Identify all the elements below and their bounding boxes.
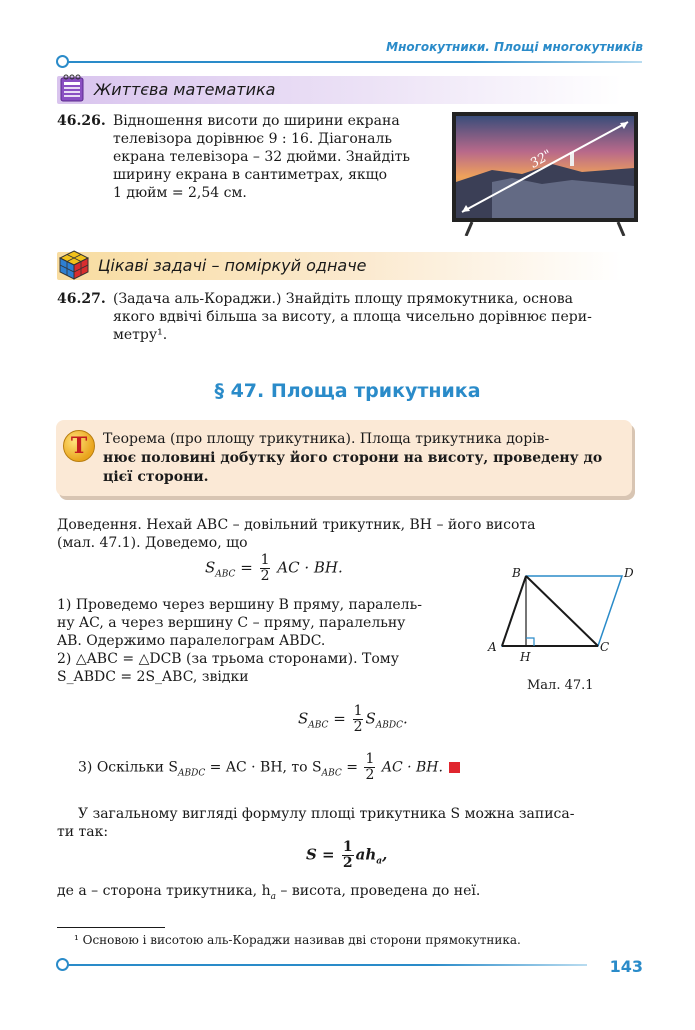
proof-intro: Доведення. Нехай ABC – довільний трикутник, BH – його висота (мал. 47.1). Доведемо, що [57, 517, 536, 551]
footnote-rule [57, 927, 165, 928]
problem-46-26-number: 46.26. [57, 113, 106, 129]
proof-step-2: 2) △ABC = △DCB (за трьома сторонами). Тому S_ABDC = 2S_ABC, звідки [57, 651, 399, 685]
formula-area-abc: $S_{ABC}$ = $\frac{1}{2}$ AC · BH. [205, 552, 343, 584]
figure-47-1 [484, 562, 644, 672]
proof-step-1: 1) Проведемо через вершину B пряму, паралель- ну AC, а через вершину C – пряму, паралельну AB. Одержимо паралелограм ABDC. [57, 597, 422, 649]
qed-marker-icon [449, 762, 460, 773]
puzzles-banner-title: Цікаві задачі – поміркуй одначе [98, 256, 367, 275]
rubik-cube-icon [59, 250, 89, 280]
figure-label-d: D [624, 566, 634, 580]
problem-46-27-number: 46.27. [57, 291, 106, 307]
figure-label-b: B [512, 566, 521, 580]
page-number: 143 [609, 957, 643, 976]
header-rule [67, 61, 642, 63]
life-math-banner-title: Життєва математика [94, 80, 276, 99]
figure-label-h: H [520, 650, 531, 664]
general-formula-intro: У загальному вигляді формулу площі трикутника S можна записа- ти так: [57, 806, 575, 840]
theorem-badge-icon: Т [63, 430, 95, 462]
proof-step-3: 3) Оскільки $S_{ABDC}$ = AC · BH, то $S_{ABC}$ = $\frac{1}{2}$ AC · BH. [78, 752, 638, 783]
theorem-text: Теорема (про площу трикутника). Площа трикутника дорів- нює половині добутку його сторони на висоту, проведену до цієї сторони. [103, 431, 603, 485]
problem-46-26-text: Відношення висоти до ширини екрана телевізора дорівнює 9 : 16. Діагональ екрана телевізора – 32 дюйми. Знайдіть ширину екрана в сантиметрах, якщо 1 дюйм = 2,54 см. [113, 113, 411, 201]
formula-general-area: S = $\frac{1}{2}$ $ah_a$, [306, 839, 388, 871]
figure-label-a: A [488, 640, 497, 654]
problem-46-27-text: (Задача аль-Кораджи.) Знайдіть площу прямокутника, основа якого вдвічі більша за висоту, а площа чисельно дорівнює пери- метру¹. [113, 291, 592, 343]
tv-illustration [452, 112, 638, 236]
formula-explanation: де a – сторона трикутника, $h_a$ – висота, проведена до неї. [57, 883, 481, 902]
running-header: Многокутники. Площі многокутників [386, 40, 643, 54]
footnote: ¹ Основою і висотою аль-Кораджи називав дві сторони прямокутника. [74, 933, 521, 947]
figure-caption: Мал. 47.1 [527, 678, 594, 693]
notebook-icon [60, 74, 84, 102]
footer-rule [67, 964, 587, 966]
tv-diagonal-label: 32" [527, 147, 555, 172]
formula-area-abc-half-abdc: $S_{ABC}$ = $\frac{1}{2}$ $S_{ABDC}$. [298, 703, 408, 735]
figure-label-c: C [600, 640, 610, 654]
section-title: § 47. Площа трикутника [214, 380, 481, 402]
